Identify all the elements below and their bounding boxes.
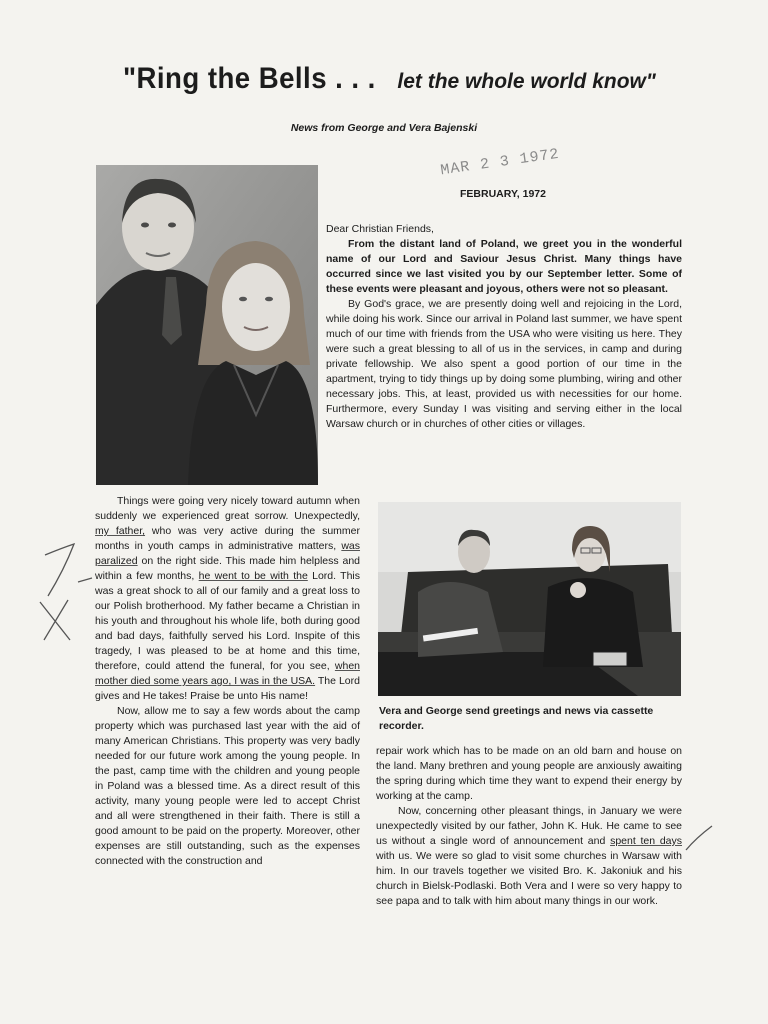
received-date-stamp: MAR 2 3 1972 bbox=[439, 145, 561, 180]
text-span: Things were going very nicely toward autumn when suddenly we experienced great sorrow. Unexpectedly, bbox=[95, 495, 360, 522]
text-span: Now, concerning other pleasant things, in January we were unexpectedly visited by our father, John K. Huk. He came to see us without a single word of announcement and bbox=[376, 805, 682, 847]
text-span: with us. We were so glad to visit some churches in Warsaw with him. In our travels together we visited Bro. K. Jakoniuk and his church in Bielsk-Podlaski. Both Vera and I were so very happy to see papa and to talk with him about many things in our work. bbox=[376, 850, 682, 907]
text-span: who was very active during the summer months in youth camps in administrative matters, bbox=[95, 525, 360, 552]
title-main: "Ring the Bells . . . bbox=[123, 62, 376, 95]
paragraph-camp-property: Now, allow me to say a few words about the camp property which was purchased last year with the aid of many American Christians. This property was very badly needed for our future work among the young people. In the past, camp time with the children and young people in Poland was a blessed time. As a direct result of this activity, many young people were led to accept Christ and all were strengthened in their faith. There is still a good amount to be paid on the property. Moreover, other expenses are still outstanding, such as the expenses connected with the construction and bbox=[95, 705, 360, 867]
byline: News from George and Vera Bajenski bbox=[290, 122, 478, 134]
text-span: The Lord gives and He takes! Praise be unto His name! bbox=[95, 675, 360, 702]
title-subtitle: let the whole world know" bbox=[397, 70, 656, 93]
underlined-text: spent ten days bbox=[610, 835, 683, 847]
underlined-text: was paralized bbox=[95, 540, 361, 567]
text-span: Lord. This was a great shock to all of our family and a great loss to our Polish brotherhood. My father became a Christian in his youth and throughout his whole life, both during good and bad days, faithfully served his Lord. Inspite of this tragedy, I was pleased to be at home and this time, therefore, could attend the funeral, for you see, bbox=[95, 570, 361, 672]
underlined-text: when mother died some years ago, I was in the USA. bbox=[95, 660, 360, 687]
salutation: Dear Christian Friends, bbox=[326, 223, 434, 235]
paragraph-barn-repair: repair work which has to be made on an old barn and house on the land. Many brethren and young people are anxiously awaiting the spring during which time they want to expend their energy by working at the camp. bbox=[376, 745, 682, 802]
paragraph-activities: By God's grace, we are presently doing well and rejoicing in the Lord, while doing his work. Since our arrival in Poland last summer, we have spent much of our time with friends from the USA who were visiting us here. They were such a great blessing to all of us in the services, in camp and during private fellowship. We also spent a good portion of our time in the apartment, trying to tidy things up by doing some plumbing, wiring and other necessary jobs. This, at least, provided us with necessities for our home. Furthermore, every Sunday I was visiting and serving either in the local Warsaw church or in churches of other cities or villages. bbox=[326, 298, 682, 430]
photo-caption: Vera and George send greetings and news via cassette recorder. bbox=[379, 705, 654, 732]
paragraph-greeting: From the distant land of Poland, we greet you in the wonderful name of our Lord and Saviour Jesus Christ. Many things have occurred since we last visited you by our September letter. Some of these events were pleasant and joyous, others were not so pleasant. bbox=[326, 238, 682, 295]
text-span: on the right side. This made him helpless and within a few months, bbox=[95, 555, 361, 582]
letter-date: FEBRUARY, 1972 bbox=[460, 188, 546, 200]
underlined-text: he went to be with the bbox=[198, 570, 308, 582]
underlined-text: my father, bbox=[95, 525, 146, 537]
